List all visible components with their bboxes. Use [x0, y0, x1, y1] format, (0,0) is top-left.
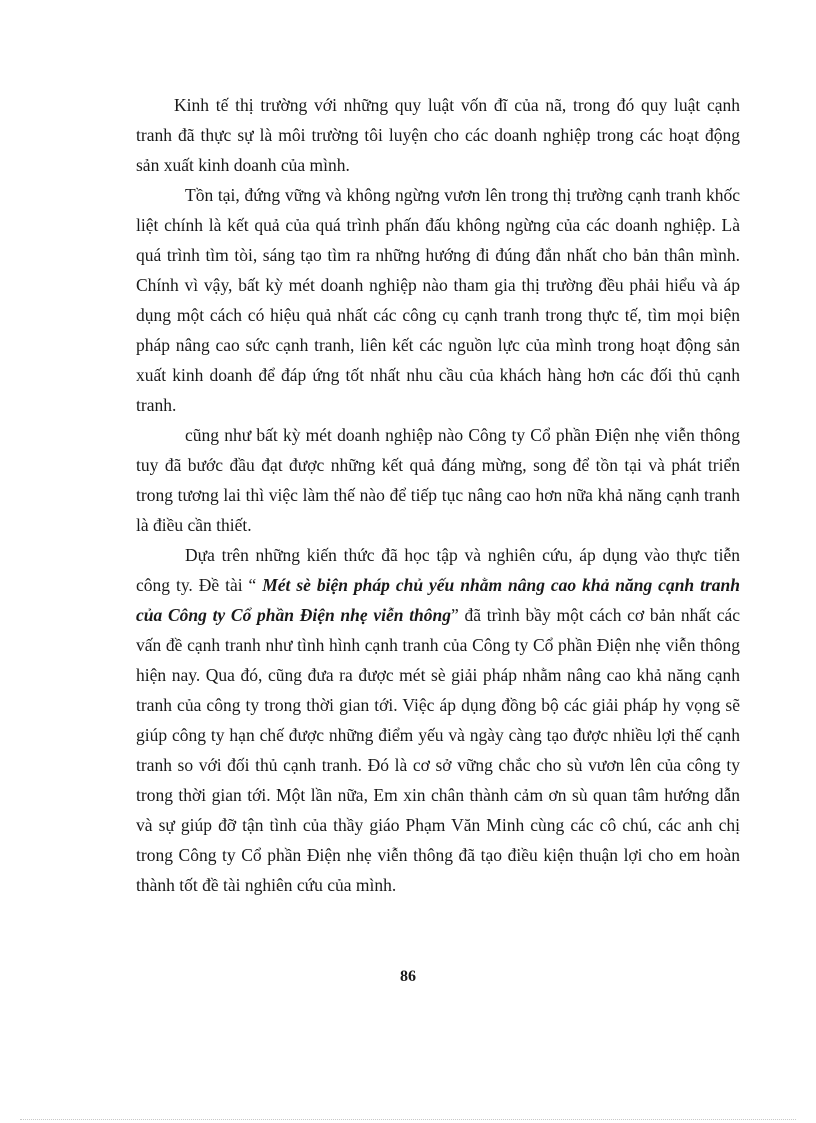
- paragraph-conclusion: [136, 540, 740, 900]
- paragraph-company-situation: cũng như bất kỳ mét doanh nghiệp nào Công ty Cổ phần Điện nhẹ viễn thông tuy đã bước đầu đạt được những kết quả đáng mừng, song để tồn tại và phát triển trong tương lai thì việc làm thế nào để tiếp tục nâng cao hơn nữa khả năng cạnh tranh là điều cần thiết.: [136, 425, 740, 535]
- page-number: 86: [400, 968, 416, 985]
- conclusion-text-after: ” đã trình bầy một cách cơ bản nhất các vấn đề cạnh tranh như tình hình cạnh tranh của Công ty Cổ phần Điện nhẹ viễn thông hiện nay. Qua đó, cũng đưa ra được mét sè giải pháp nhằm nâng cao khả năng cạnh tranh của công ty trong thời gian tới. Việc áp dụng đồng bộ các giải pháp hy vọng sẽ giúp công ty hạn chế được những điểm yếu và ngày càng tạo được nhiều lợi thế cạnh tranh so với đối thủ cạnh tranh. Đó là cơ sở vững chắc cho sù vươn lên của công ty trong thời gian tới. Một lần nữa, Em xin chân thành cảm ơn sù quan tâm hướng dẫn và sự giúp đỡ tận tình của thầy giáo Phạm Văn Minh cùng các cô chú, các anh chị trong Công ty Cổ phần Điện nhẹ viễn thông đã tạo điều kiện thuận lợi cho em hoàn thành tốt đề tài nghiên cứu của mình.: [136, 605, 740, 895]
- page-bottom-divider: [20, 1119, 796, 1120]
- paragraph-market-economy: Kinh tế thị trường với những quy luật vốn đĩ của nã, trong đó quy luật cạnh tranh đã thực sự là môi trường tôi luyện cho các doanh nghiệp trong các hoạt động sản xuất kinh doanh của mình.: [136, 95, 740, 175]
- document-body: [136, 90, 740, 900]
- thesis-title: Mét sè biện pháp chủ yếu nhằm nâng cao khả năng cạnh tranh của Công ty Cổ phần Điện nhẹ viễn thông: [136, 575, 740, 625]
- conclusion-text-before: Dựa trên những kiến thức đã học tập và nghiên cứu, áp dụng vào thực tiễn công ty. Đề tài “: [136, 545, 740, 595]
- paragraph-survival-competition: Tồn tại, đứng vững và không ngừng vươn lên trong thị trường cạnh tranh khốc liệt chính là kết quả của quá trình phấn đấu không ngừng của các doanh nghiệp. Là quá trình tìm tòi, sáng tạo tìm ra những hướng đi đúng đắn nhất cho bản thân mình. Chính vì vậy, bất kỳ mét doanh nghiệp nào tham gia thị trường đều phải hiểu và áp dụng một cách có hiệu quả nhất các công cụ cạnh tranh trong thực tế, tìm mọi biện pháp nâng cao sức cạnh tranh, liên kết các nguồn lực của mình trong hoạt động sản xuất kinh doanh để đáp ứng tốt nhất nhu cầu của khách hàng hơn các đối thủ cạnh tranh.: [136, 185, 740, 415]
